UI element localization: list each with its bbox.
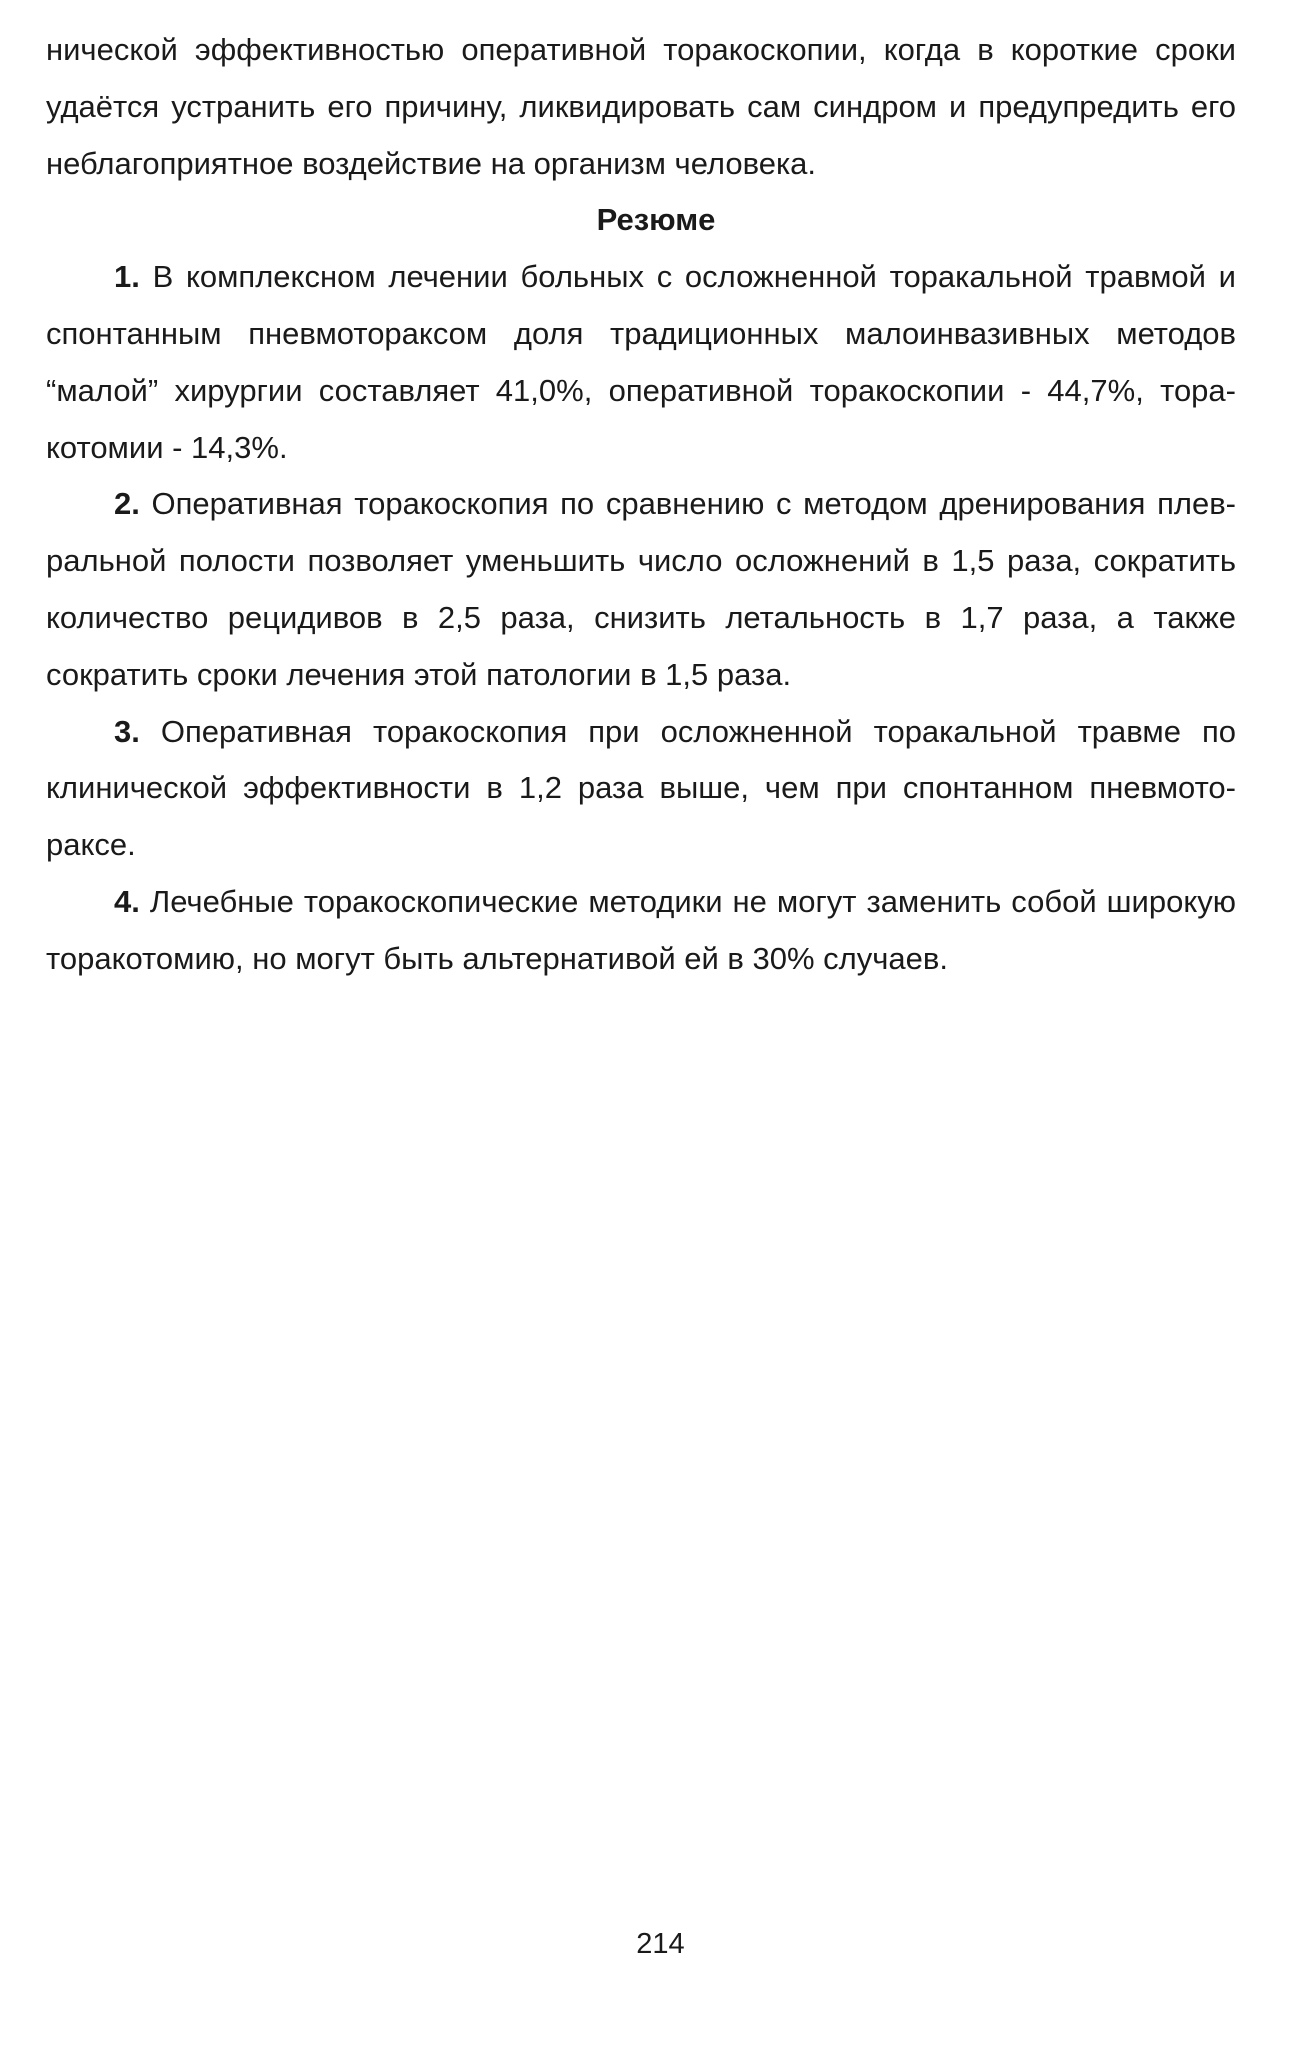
document-page: [46, 22, 1236, 988]
page-number: 214: [636, 1928, 685, 1960]
summary-item-3: [46, 704, 1236, 874]
summary-item-number: 2.: [114, 486, 140, 522]
summary-item-2: [46, 476, 1236, 703]
summary-item-text: В комплексном лечении больных с осложненной торакальной травмой и спонтанным пневмотораксом доля традиционных малоинвазивных методов “малой” хирургии составляет 41,0%, оперативной торакоскопии - 44,7%, торакотомии - 14,3%.: [46, 259, 1236, 465]
intro-paragraph: нической эффективностью оперативной торакоскопии, когда в короткие сроки удаётся устранить его причину, ликвидировать сам синдром и предупредить его неблагоприятное воздействие на организм человека.: [46, 32, 1236, 181]
summary-heading: Резюме: [596, 202, 716, 238]
summary-item-number: 3.: [114, 713, 140, 749]
summary-item-number: 1.: [114, 259, 140, 295]
summary-item-4: [46, 874, 1236, 988]
summary-item-1: [46, 249, 1236, 476]
summary-item-number: 4.: [114, 883, 140, 919]
summary-item-text: Лечебные торакоскопические методики не могут заменить собой широкую торакотомию, но могут быть альтернативой ей в 30% случаев.: [46, 883, 1236, 976]
summary-item-text: Оперативная торакоскопия по сравнению с методом дренирования плевральной полости позволяет уменьшить число осложнений в 1,5 раза, сократить количество рецидивов в 2,5 раза, снизить летальность в 1,7 раза, а также сократить сроки лечения этой патологии в 1,5 раза.: [46, 486, 1236, 692]
summary-item-text: Оперативная торакоскопия при осложненной торакальной травме по клинической эффективности в 1,2 раза выше, чем при спонтанном пневмотораксе.: [46, 713, 1236, 863]
